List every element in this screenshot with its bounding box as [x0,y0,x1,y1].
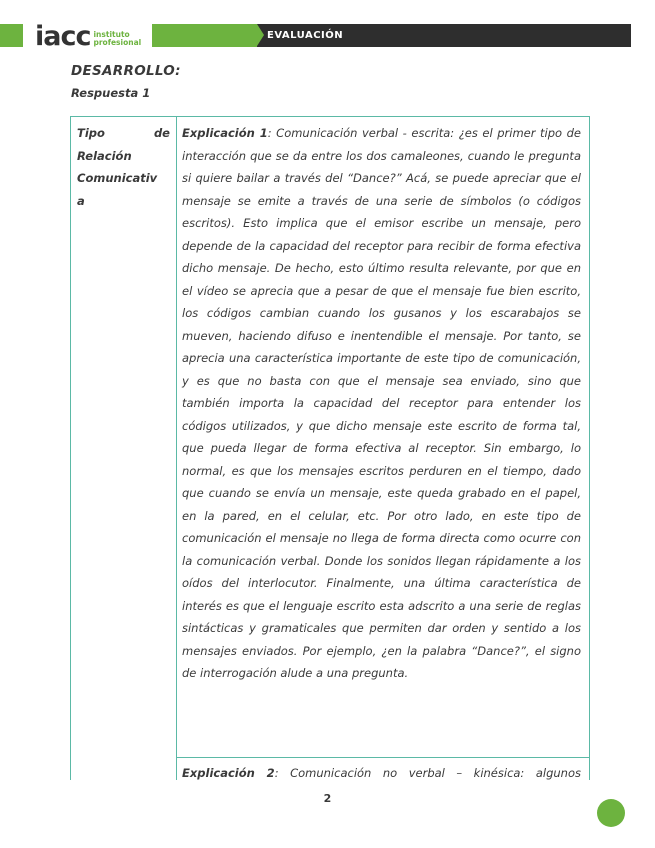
header-word-de: de [153,126,170,140]
logo-subtitle [93,31,141,47]
corner-decoration-dot [597,799,625,827]
header-word-tipo: Tipo [77,126,105,140]
explanation-2-cell [182,762,581,780]
page-number: 2 [323,792,332,805]
explanation-2-label: Explicación 2 [182,766,275,780]
logo-subtitle-line1: instituto [93,30,130,39]
header-green-bar [152,24,257,47]
logo-wordmark: iacc [35,21,91,52]
header-line-4: a [77,193,85,208]
iacc-logo [35,20,141,50]
logo-subtitle-line2: profesional [93,38,142,47]
explanation-1-label: Explicación 1 [182,126,268,140]
relation-type-header-cell [77,122,170,212]
header-accent-block [0,24,23,47]
section-label: EVALUACIÓN [267,30,344,41]
page-subtitle: Respuesta 1 [71,86,151,100]
table-column-divider [176,117,177,780]
explanation-1-cell [182,122,581,685]
explanation-2-text: : Comunicación no verbal – kinésica: algunos [274,766,581,780]
header-line-2: Relación [77,148,132,163]
answer-table [70,116,590,780]
page-title: DESARROLLO: [71,63,181,79]
header-line-1 [77,122,170,145]
explanation-1-text: : Comunicación verbal - escrita: ¿es el primer tipo de interacción que se da entre los dos camaleones, cuando le pregunta si quiere bailar a través del “Dance?” Acá, se puede apreciar que el mensaje se emite a través de una serie de símbolos (o códigos escritos). Esto implica que el emisor escribe un mensaje, pero depende de la capacidad del receptor para recibir de forma efectiva dicho mensaje. De hecho, esto último resulta relevante, por que en el vídeo se aprecia que a pesar de que el mensaje fue bien escrito, los códigos cambian cuando los gusanos y los escarabajos se mueven, haciendo difuso e inentendible el mensaje. Por tanto, se aprecia una característica importante de este tipo de comunicación, y es que no basta con que el mensaje sea enviado, sino que también importa la capacidad del receptor para entender los códigos utilizados, y que dicho mensaje este escrito de forma tal, que pueda llegar de forma efectiva al receptor. Sin embargo, lo normal, es que los mensajes escritos perduren en el tiempo, dado que cuando se envía un mensaje, este queda grabado en el papel, en la pared, en el celular, etc. Por otro lado, en este tipo de comunicación el mensaje no llega de forma directa como ocurre con la comunicación verbal. Donde los sonidos llegan rápidamente a los oídos del interlocutor. Finalmente, una última característica de interés es que el lenguaje escrito esta adscrito a una serie de reglas sintácticas y gramaticales que permiten dar orden y sentido a los mensajes enviados. Por ejemplo, ¿en la palabra “Dance?”, el signo de interrogación alude a una pregunta. [182,126,582,680]
header-line-3: Comunicativ [77,171,158,185]
table-row-divider [176,757,590,758]
header-section-bar [257,24,631,47]
